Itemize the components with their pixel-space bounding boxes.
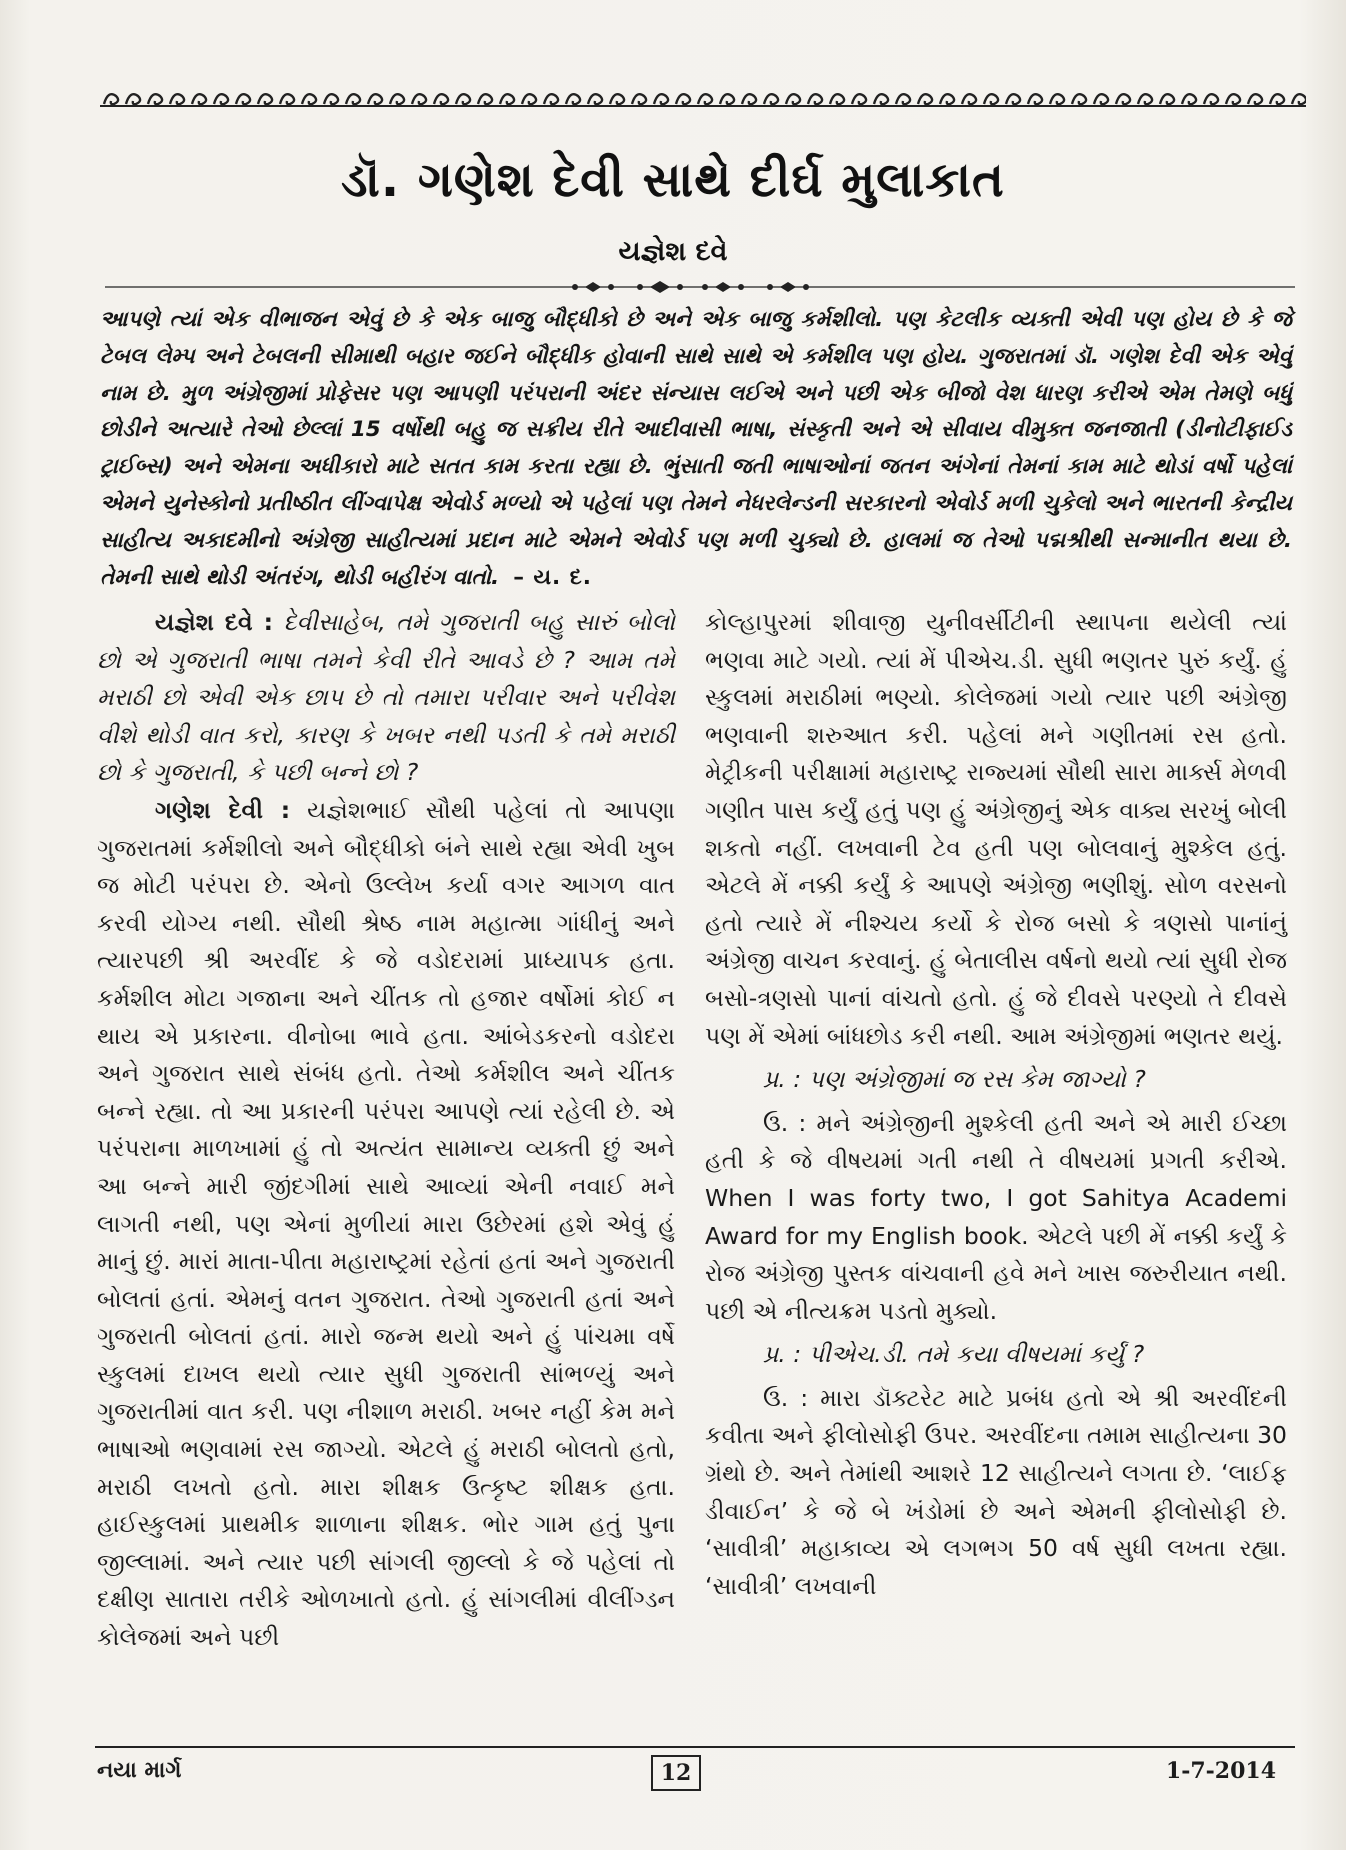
article-intro [100,302,1292,596]
swirl-mark [412,94,426,104]
swirl-mark [874,94,888,104]
question-speaker: યજ્ઞેશ દવે : [155,608,274,636]
swirl-mark [742,94,756,104]
swirl-mark [588,94,602,104]
decorative-divider [105,276,1295,298]
swirl-mark [852,94,866,104]
swirl-mark [390,94,404,104]
swirl-mark [1226,94,1240,104]
swirl-mark [1094,94,1108,104]
swirl-mark [940,94,954,104]
page-number: 12 [651,1755,701,1791]
swirl-mark [1160,94,1174,104]
answer-1-continued: કોલ્હાપુરમાં શીવાજી યુનીવર્સીટીની સ્થાપના થયેલી ત્યાં ભણવા માટે ગયો. ત્યાં મેં પીએચ.ડી. સુધી ભણતર પુરું કર્યું. હું સ્કુલમાં મરાઠીમાં ભણ્યો. કોલેજમાં ગયો ત્યાર પછી અંગ્રેજી ભણવાની શરુઆત કરી. પહેલાં મને ગણીતમાં રસ હતો. મેટ્રીકની પરીક્ષામાં મહારાષ્ટ્ર રાજ્યમાં સૌથી સારા માર્ક્સ મેળવી ગણીત પાસ કર્યું હતું પણ હું અંગ્રેજીનું એક વાક્ય સરખું બોલી શકતો નહીં. લખવાની ટેવ હતી પણ બોલવાનું મુશ્કેલ હતું. એટલે મેં નક્કી કર્યું કે આપણે અંગ્રેજી ભણીશું. સોળ વરસનો હતો ત્યારે મેં નીશ્ચય કર્યો કે રોજ બસો કે ત્રણસો પાનાંનું અંગ્રેજી વાચન કરવાનું. હું બેતાલીસ વર્ષનો થયો ત્યાં સુધી રોજ બસો-ત્રણસો પાનાં વાંચતો હતો. હું જે દીવસે પરણ્યો તે દીવસે પણ મેં એમાં બાંધછોડ કરી નથી. આમ અંગ્રેજીમાં ભણતર થયું. [705,608,1287,1050]
swirl-mark [896,94,910,104]
swirl-mark [654,94,668,104]
answer-2: ઉ. : મને અંગ્રેજીની મુશ્કેલી હતી અને એ મારી ઈચ્છા હતી કે જે વીષયમાં ગતી નથી તે વીષયમાં પ્રગતી કરીએ. When I was forty two, I got Sahitya Academi Award for my English book. એટલે પછી મેં નક્કી કર્યું કે રોજ અંગ્રેજી પુસ્તક વાંચવાની હવે મને ખાસ જરુરીયાત નથી. પછી એ નીત્યક્રમ પડતો મુક્યો. [705,1108,1287,1325]
swirl-mark [346,94,360,104]
swirl-mark [324,94,338,104]
swirl-mark [500,94,514,104]
swirl-mark [302,94,316,104]
swirl-mark [104,94,118,104]
swirl-mark [1182,94,1196,104]
article-author: યજ્ઞેશ દવે [618,236,728,267]
swirl-mark [1072,94,1086,104]
swirl-mark [962,94,976,104]
answer-speaker: ગણેશ દેવી : [155,795,291,824]
swirl-mark [148,94,162,104]
swirl-mark [1006,94,1020,104]
question-1 [97,604,675,792]
swirl-mark [1270,94,1284,104]
question-2: પ્ર. : પણ અંગ્રેજીમાં જ રસ કેમ જાગ્યો ? [763,1065,1146,1094]
swirl-mark [720,94,734,104]
swirl-mark [610,94,624,104]
swirl-mark [698,94,712,104]
answer-1 [97,792,675,1657]
swirl-mark [1116,94,1130,104]
swirl-mark [984,94,998,104]
answer-3: ઉ. : મારા ડૉક્ટરેટ માટે પ્રબંધ હતો એ શ્રી અરવીંદની કવીતા અને ફીલોસોફી ઉપર. અરવીંદના તમામ સાહીત્યના 30 ગ્રંથો છે. અને તેમાંથી આશરે 12 સાહીત્યને લગતા છે. ‘લાઈફ ડીવાઈન’ કે જે બે ખંડોમાં છે અને એમની ફીલોસોફી છે. ‘સાવીત્રી’ મહાકાવ્ય એ લગભગ 50 વર્ષ સુધી લખતા રહ્યા. ‘સાવીત્રી’ લખવાની [705,1383,1287,1600]
swirl-mark [1028,94,1042,104]
swirl-mark [544,94,558,104]
swirl-mark [192,94,206,104]
swirl-mark [126,94,140,104]
right-column [705,604,1287,1605]
swirl-mark [566,94,580,104]
magazine-name: નયા માર્ગ [97,1758,182,1783]
swirl-mark [1138,94,1152,104]
swirl-mark [1204,94,1218,104]
swirl-mark [236,94,250,104]
intro-signature: – ય. દ. [513,564,592,590]
left-column [97,604,675,1657]
intro-text: આપણે ત્યાં એક વીભાજન એવું છે કે એક બાજુ બૌદ્ધીકો છે અને એક બાજુ કર્મશીલો. પણ કેટલીક વ્યક્તી એવી પણ હોય છે કે જે ટેબલ લેમ્પ અને ટેબલની સીમાથી બહાર જઈને બૌદ્ધીક હોવાની સાથે સાથે એ કર્મશીલ પણ હોય. ગુજરાતમાં ડૉ. ગણેશ દેવી એક એવું નામ છે. મુળ અંગ્રેજીમાં પ્રોફેસર પણ આપણી પરંપરાની અંદર સંન્યાસ લઈએ અને પછી એક બીજો વેશ ધારણ કરીએ એમ તેમણે બધું છોડીને અત્યારે તેઓ છેલ્લાં 15 વર્ષોથી બહુ જ સક્રીય રીતે આદીવાસી ભાષા, સંસ્કૃતી અને એ સીવાય વીમુક્ત જનજાતી (ડીનોટીફાઈડ ટ્રાઈબ્સ) અને એમના અધીકારો માટે સતત કામ કરતા રહ્યા છે. ભુંસાતી જતી ભાષાઓનાં જતન અંગેનાં તેમનાં કામ માટે થોડાં વર્ષો પહેલાં એમને યુનેસ્કોનો પ્રતીષ્ઠીત લીંગ્વાપેક્ષ એવોર્ડ મળ્યો એ પહેલાં પણ તેમને નેધરલેન્ડની સરકારનો એવોર્ડ મળી ચુકેલો અને ભારતની કેન્દ્રીય સાહીત્ય અકાદમીનો અંગ્રેજી સાહીત્યમાં પ્રદાન માટે એમને એવોર્ડ પણ મળી ચુક્યો છે. હાલમાં જ તેઓ પદ્મશ્રીથી સન્માનીત થયા છે. તેમની સાથે થોડી અંતરંગ, થોડી બહીરંગ વાતો. [100,307,1292,590]
swirl-mark [1292,94,1306,104]
question-text: દેવીસાહેબ, તમે ગુજરાતી બહુ સારું બોલો છો એ ગુજરાતી ભાષા તમને કેવી રીતે આવડે છે ? આમ તમે મરાઠી છો એવી એક છાપ છે તો તમારા પરીવાર અને પરીવેશ વીશે થોડી વાત કરો, કારણ કે ખબર નથી પડતી કે તમે મરાઠી છો કે ગુજરાતી, કે પછી બન્ને છો ? [97,608,675,787]
swirl-mark [214,94,228,104]
swirl-mark [280,94,294,104]
swirl-mark [258,94,272,104]
top-ornament-border [100,86,1306,112]
swirl-mark [830,94,844,104]
swirl-mark [918,94,932,104]
swirl-mark [170,94,184,104]
swirl-mark [522,94,536,104]
swirl-mark [478,94,492,104]
swirl-mark [1050,94,1064,104]
swirl-mark [808,94,822,104]
answer-text: યજ્ઞેશભાઈ સૌથી પહેલાં તો આપણા ગુજરાતમાં કર્મશીલો અને બૌદ્ધીકો બંને સાથે રહ્યા એવી ખુબ જ મોટી પરંપરા છે. એનો ઉલ્લેખ કર્યા વગર આગળ વાત કરવી યોગ્ય નથી. સૌથી શ્રેષ્ઠ નામ મહાત્મા ગાંધીનું અને ત્યારપછી શ્રી અરવીંદ કે જે વડોદરામાં પ્રાધ્યાપક હતા. કર્મશીલ મોટા ગજાના અને ચીંતક તો હજાર વર્ષોમાં કોઈ ન થાય એ પ્રકારના. વીનોબા ભાવે હતા. આંબેડકરનો વડોદરા અને ગુજરાત સાથે સંબંધ હતો. તેઓ કર્મશીલ અને ચીંતક બન્ને રહ્યા. તો આ પ્રકારની પરંપરા આપણે ત્યાં રહેલી છે. એ પરંપરાના માળખામાં હું તો અત્યંત સામાન્ય વ્યક્તી છું અને આ બન્ને મારી જીંદગીમાં સાથે આવ્યાં એની નવાઈ મને લાગતી નથી, પણ એનાં મુળીયાં મારા ઉછેરમાં હશે એવું હું માનું છું. મારાં માતા-પીતા મહારાષ્ટ્રમાં રહેતાં હતાં અને ગુજરાતી બોલતાં હતાં. એમનું વતન ગુજરાત. તેઓ ગુજરાતી હતાં અને ગુજરાતી બોલતાં હતાં. મારો જન્મ થયો અને હું પાંચમા વર્ષે સ્કુલમાં દાખલ થયો ત્યાર સુધી ગુજરાતી સાંભળ્યું અને ગુજરાતીમાં વાત કરી. પણ નીશાળ મરાઠી. ખબર નહીં કેમ મને ભાષાઓ ભણવામાં રસ જાગ્યો. એટલે હું મરાઠી બોલતો હતો, મરાઠી લખતો હતો. મારા શીક્ષક ઉત્કૃષ્ટ શીક્ષક હતા. હાઈસ્કુલમાં પ્રાથમીક શાળાના શીક્ષક. ભોર ગામ હતું પુના જીલ્લામાં. અને ત્યાર પછી સાંગલી જીલ્લો કે જે પહેલાં તો દક્ષીણ સાતારા તરીકે ઓળખાતો હતો. હું સાંગલીમાં વીલીંગ્ડન કોલેજમાં અને પછી [97,795,675,1652]
swirl-mark [456,94,470,104]
swirl-mark [368,94,382,104]
swirl-mark [786,94,800,104]
swirl-mark [676,94,690,104]
swirl-mark [434,94,448,104]
footer-rule [95,1746,1295,1748]
issue-date: 1-7-2014 [1165,1758,1276,1784]
swirl-mark [632,94,646,104]
article-title: ડૉ. ગણેશ દેવી સાથે દીર્ઘ મુલાકાત [341,152,1005,208]
question-3: પ્ર. : પીએચ.ડી. તમે કયા વીષયમાં કર્યું ? [763,1340,1145,1369]
swirl-mark [1248,94,1262,104]
swirl-mark [764,94,778,104]
